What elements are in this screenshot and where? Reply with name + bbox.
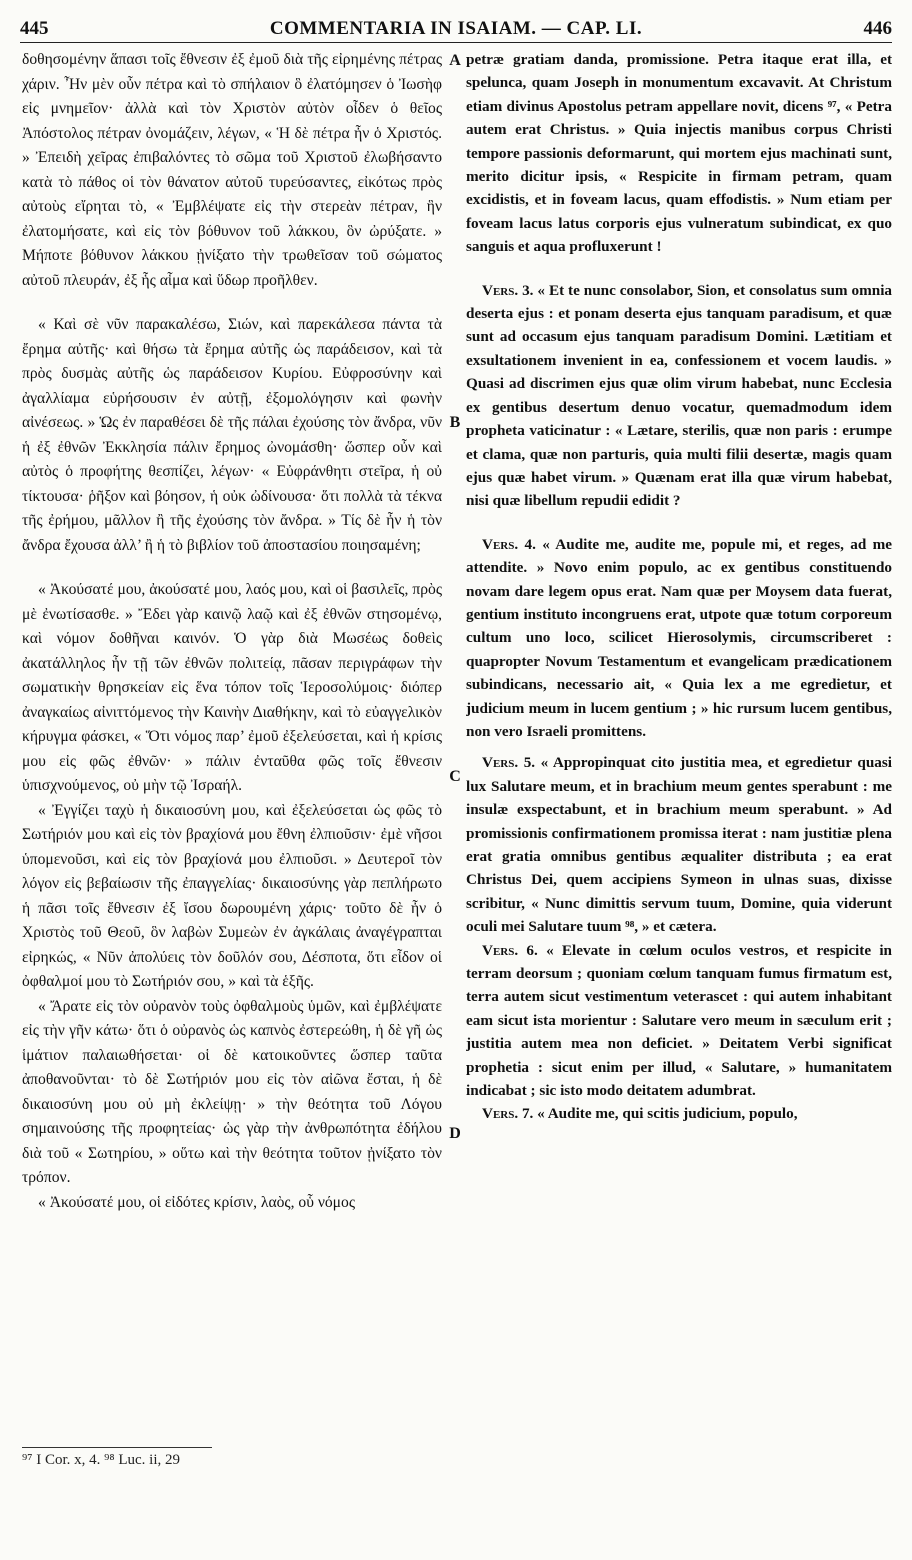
greek-column xyxy=(22,48,442,1438)
footnote-rule xyxy=(22,1447,212,1448)
verse-label: Vers. 5. xyxy=(482,754,536,772)
verse-label: Vers. 3. xyxy=(482,281,534,299)
latin-paragraph xyxy=(466,533,892,744)
latin-paragraph xyxy=(466,1102,892,1125)
latin-text: « Et te nunc consolabor, Sion, et consolatus sum omnia deserta ejus : et ponam deserta ejus tanquam paradisum, et quæ sunt ad occasum ejus tanquam paradisum Domini. Lætitiam et exsultationem invenient in ea, confessionem et vocem laudis. » Quasi ad discrimen ejus quæ olim virum habebat, nunc Ecclesia ex gentibus desertum denuo vocatur, quemadmodum idem propheta vaticinatur : « Lætare, sterilis, quæ non paris : erumpe et clama, quæ non parturis, quia multi filii desertæ, magis quam ejus quæ habet virum. » Quænam erat illa quæ virum habebat, nisi quæ libellum repudii edidit ? xyxy=(466,281,892,510)
latin-text: petræ gratiam danda, promissione. Petra itaque erat illa, et spelunca, quam Joseph in monumentum excavavit. At Christum etiam divinus Apostolus petram appellare novit, dicens ⁹⁷, « Petra autem erat Christus. » Quia injectis manibus corpus Christi tempore passionis deformarunt, qui mortem ejus machinati sunt, merito dicitur ipsis, « Respicite in firmam petram, quam excidistis, et in foveam lacus, quam effodistis. » Num etiam per foveam lacus latus corporis ejus vulneratum subindicat, ex quo sanguis et aqua profluxerunt ! xyxy=(466,51,892,256)
latin-column xyxy=(466,48,892,1438)
greek-paragraph: « Ἄρατε εἰς τὸν οὐρανὸν τοὺς ὀφθαλμοὺς ὑμῶν, καὶ ἐμβλέψατε εἰς τὴν γῆν κάτω· ὅτι ὁ οὐρανὸς ὡς καπνὸς ἐστερεώθη, ἡ δὲ γῆ ὡς ἱμάτιον παλαιωθήσεται· οἱ δὲ κατοικοῦντες ὥσπερ ταῦτα ἀποθανοῦνται· τὸ δὲ Σωτήριόν μου εἰς τὸν αἰῶνα ἔσται, ἡ δὲ δικαιοσύνη μου οὐ μὴ ἐκλείψῃ· » τὴν θεότητα τοῦ Λόγου σημαινούσης τῆς προφητείας· ὡς γὰρ τὴν ἀνθρωπότητα ἐδήλου διὰ τοῦ « Σωτηρίου, » οὕτω καὶ τὴν θεότητα τοῦτον ᾐνίξατο τὸν τρόπον. xyxy=(22,997,442,1186)
greek-paragraph: δοθησομένην ἅπασι τοῖς ἔθνεσιν ἐξ ἐμοῦ διὰ τῆς εἰρημένης πέτρας χάριν. Ἦν μὲν οὖν πέτρα καὶ τὸ σπήλαιον ὃ ἐλατόμησεν ὁ Ἰωσὴφ εἰς μνημεῖον· ἀλλὰ καὶ τὸν Χριστὸν αὐτὸν οἶδεν ὁ θεῖος Ἀπόστολος πέτραν ὀνομάζειν, λέγων, « Ἡ δὲ πέτρα ἦν ὁ Χριστός. » Ἐπειδὴ χεῖρας ἐπιβαλόντες τὸ σῶμα τοῦ Χριστοῦ ἐλωβήσαντο κατὰ τὸ πάθος οἱ τὸν θάνατον αὐτοῦ τυρεύσαντες, εἰκότως πρὸς αὐτοὺς εἴρηται τὸ, « Ἐμβλέψατε εἰς τὴν στερεὰν πέτραν, ἣν ἐλατομήσατε, καὶ εἰς τὸν βόθυνον τοῦ λάκκου, ὃν ὠρύξατε. » Μήποτε βόθυνον λάκκου ᾐνίξατο τὴν τρωθεῖσαν τοῦ σώματος αὐτοῦ πλευράν, ἐξ ἧς αἷμα καὶ ὕδωρ προῆλθεν. xyxy=(22,51,442,289)
latin-text: « Audite me, qui scitis judicium, populo, xyxy=(537,1105,798,1123)
running-title: COMMENTARIA IN ISAIAM. — CAP. LI. xyxy=(269,18,643,39)
latin-paragraph xyxy=(466,48,892,259)
latin-text: « Audite me, audite me, popule mi, et reges, ad me attendite. » Novo enim populo, ac ex gentibus constituendo novam dare legem opus erat. Nam quæ per Moysem data fuerat, gentium instituto incongruens erat, utpote quæ totum corporeum cultum uno loco, scilicet Hierosolymis, circumscriberet : quapropter Novum Testamentum et evangelicam prædicationem subindicans, necessario ait, « Quia lex a me egredietur, et judicium meum in lucem gentium ; » hic rursum lucem gentibus, non vero Israeli promittens. xyxy=(466,535,892,740)
page-number-right: 446 xyxy=(863,18,892,39)
greek-paragraph: « Ἐγγίζει ταχὺ ἡ δικαιοσύνη μου, καὶ ἐξελεύσεται ὡς φῶς τὸ Σωτήριόν μου καὶ εἰς τὸν βραχίονά μου ἔθνη ἐλπιοῦσιν· ἐμὲ νῆσοι ὑπομενοῦσι, καὶ εἰς τὸν βραχίονά μου ἐλπιοῦσι. » Δευτεροῖ τὸν λόγον εἰς βεβαίωσιν τῆς ἐπαγγελίας· δικαιοσύνης γὰρ πεπλήρωτο ἡ πᾶσι τοῖς ἔθνεσιν ἐξ ἴσου δωρουμένη χάρις· τοῦτο δὲ ἦν ὁ Χριστὸς τοῦ Θεοῦ, ὃν λαβὼν Συμεὼν ἐν ἀγκάλαις ἀναγέγραπται εἰρηκώς, « Νῦν ἀπολύεις τὸν δοῦλόν σου, Δέσποτα, ὅτι εἶδον οἱ ὀφθαλμοί μου τὸ Σωτήριόν σου, » καὶ τὰ ἑξῆς. xyxy=(22,801,442,990)
verse-label: Vers. 4. xyxy=(482,535,536,553)
margin-letter-c: C xyxy=(449,768,461,785)
running-header xyxy=(20,14,892,44)
verse-label: Vers. 6. xyxy=(482,941,538,959)
margin-letter-b: B xyxy=(449,414,461,431)
latin-paragraph xyxy=(466,939,892,1103)
greek-paragraph: « Ἀκούσατέ μου, ἀκούσατέ μου, λαός μου, καὶ οἱ βασιλεῖς, πρὸς μὲ ἐνωτίσασθε. » Ἔδει γὰρ καινῷ λαῷ καὶ ἐξ ἐθνῶν στησομένῳ, καὶ νόμον δοθῆναι καινόν. Ὁ γὰρ διὰ Μωσέως δοθεὶς ἀκατάλληλος ἦν τῇ τῶν ἐθνῶν πολιτείᾳ, πᾶσαν περιγράφων τὴν σωματικὴν θρησκείαν εἰς ἕνα τόπον τοῖς Ἱεροσολύμοις· διόπερ ἀναγκαίως αἰνιττόμενος τὴν Καινὴν Διαθήκην, καὶ τὸ εὐαγγελικὸν κήρυγμα φάσκει, « Ὅτι νόμος παρ’ ἐμοῦ ἐξελεύσεται, καὶ ἡ κρίσις μου εἰς φῶς ἐθνῶν· » πάλιν ἐνταῦθα φῶς τοῖς ἔθνεσιν ὑπισχνούμενος, οὐ μὴν τῷ Ἰσραήλ. xyxy=(22,581,442,794)
verse-label: Vers. 7. xyxy=(482,1105,534,1123)
latin-text: « Appropinquat cito justitia mea, et egredietur quasi lux Salutare meum, et in brachium meum gentes sperabunt : me insulæ exspectabunt, et in brachium meum sperabunt. » Ad promissionis confirmationem promissa iterat : nam justitiæ plena erat gratia omnibus gentibus æqualiter distributa ; ea erat Christus Dei, quem accipiens Symeon in ulnas suas, dixisse scribitur, « Nunc dimittis servum tuum, Domine, quia viderunt oculi mei Salutare tuum ⁹⁸, » et cætera. xyxy=(466,754,892,936)
latin-text: « Elevate in cœlum oculos vestros, et respicite in terram deorsum ; quoniam cœlum tanquam fumus firmatum est, terra autem sicut vestimentum veterascet : qui autem inhabitant eam sicut ista morientur : Salutare vero meum in sæculum erit ; justitia autem mea non deficiet. » Deitatem Verbi significat prophetia : sicut enim per illud, « Salutare, » humanitatem indicabat ; sic isto modo deitatem adumbrat. xyxy=(466,941,892,1100)
footnotes: ⁹⁷ I Cor. x, 4. ⁹⁸ Luc. ii, 29 xyxy=(22,1452,180,1468)
page-number-left: 445 xyxy=(20,18,49,39)
latin-paragraph xyxy=(466,751,892,938)
latin-paragraph xyxy=(466,279,892,513)
margin-letter-a: A xyxy=(449,52,461,69)
margin-letter-d: D xyxy=(449,1125,461,1142)
header-rule xyxy=(20,42,892,43)
greek-paragraph: « Καὶ σὲ νῦν παρακαλέσω, Σιών, καὶ παρεκάλεσα πάντα τὰ ἔρημα αὐτῆς· καὶ θήσω τὰ ἔρημα αὐτῆς ὡς παράδεισον, καὶ τὰ πρὸς δυσμὰς αὐτῆς ὡς παράδεισον Κυρίου. Εὐφροσύνην καὶ ἀγαλλίαμα εὑρήσουσιν ἐν αὐτῇ, ἐξομολόγησιν καὶ φωνὴν αἰνέσεως. » Ὡς ἐν παραθέσει δὲ τῆς πάλαι ἐχούσης τὸν ἄνδρα, νῦν ἡ ἐξ ἐθνῶν Ἐκκλησία πάλιν ἔρημος ὠνομάσθη· ὥσπερ οὖν καὶ αὐτὸς ὁ προφήτης θεσπίζει, λέγων· « Εὐφράνθητι στεῖρα, ἡ οὐ τίκτουσα· ῥῆξον καὶ βόησον, ἡ οὐκ ὠδίνουσα· ὅτι πολλὰ τὰ τέκνα τῆς ἐρήμου, μᾶλλον ἢ τῆς ἐχούσης τὸν ἄνδρα. » Τίς δὲ ἦν ἡ τὸν ἄνδρα ἔχουσα ἀλλ’ ἢ ἡ τὸ βιβλίον τοῦ ἀποστασίου ποιησαμένη; xyxy=(22,316,442,554)
greek-paragraph: « Ἀκούσατέ μου, οἱ εἰδότες κρίσιν, λαὸς, οὗ νόμος xyxy=(38,1193,355,1211)
